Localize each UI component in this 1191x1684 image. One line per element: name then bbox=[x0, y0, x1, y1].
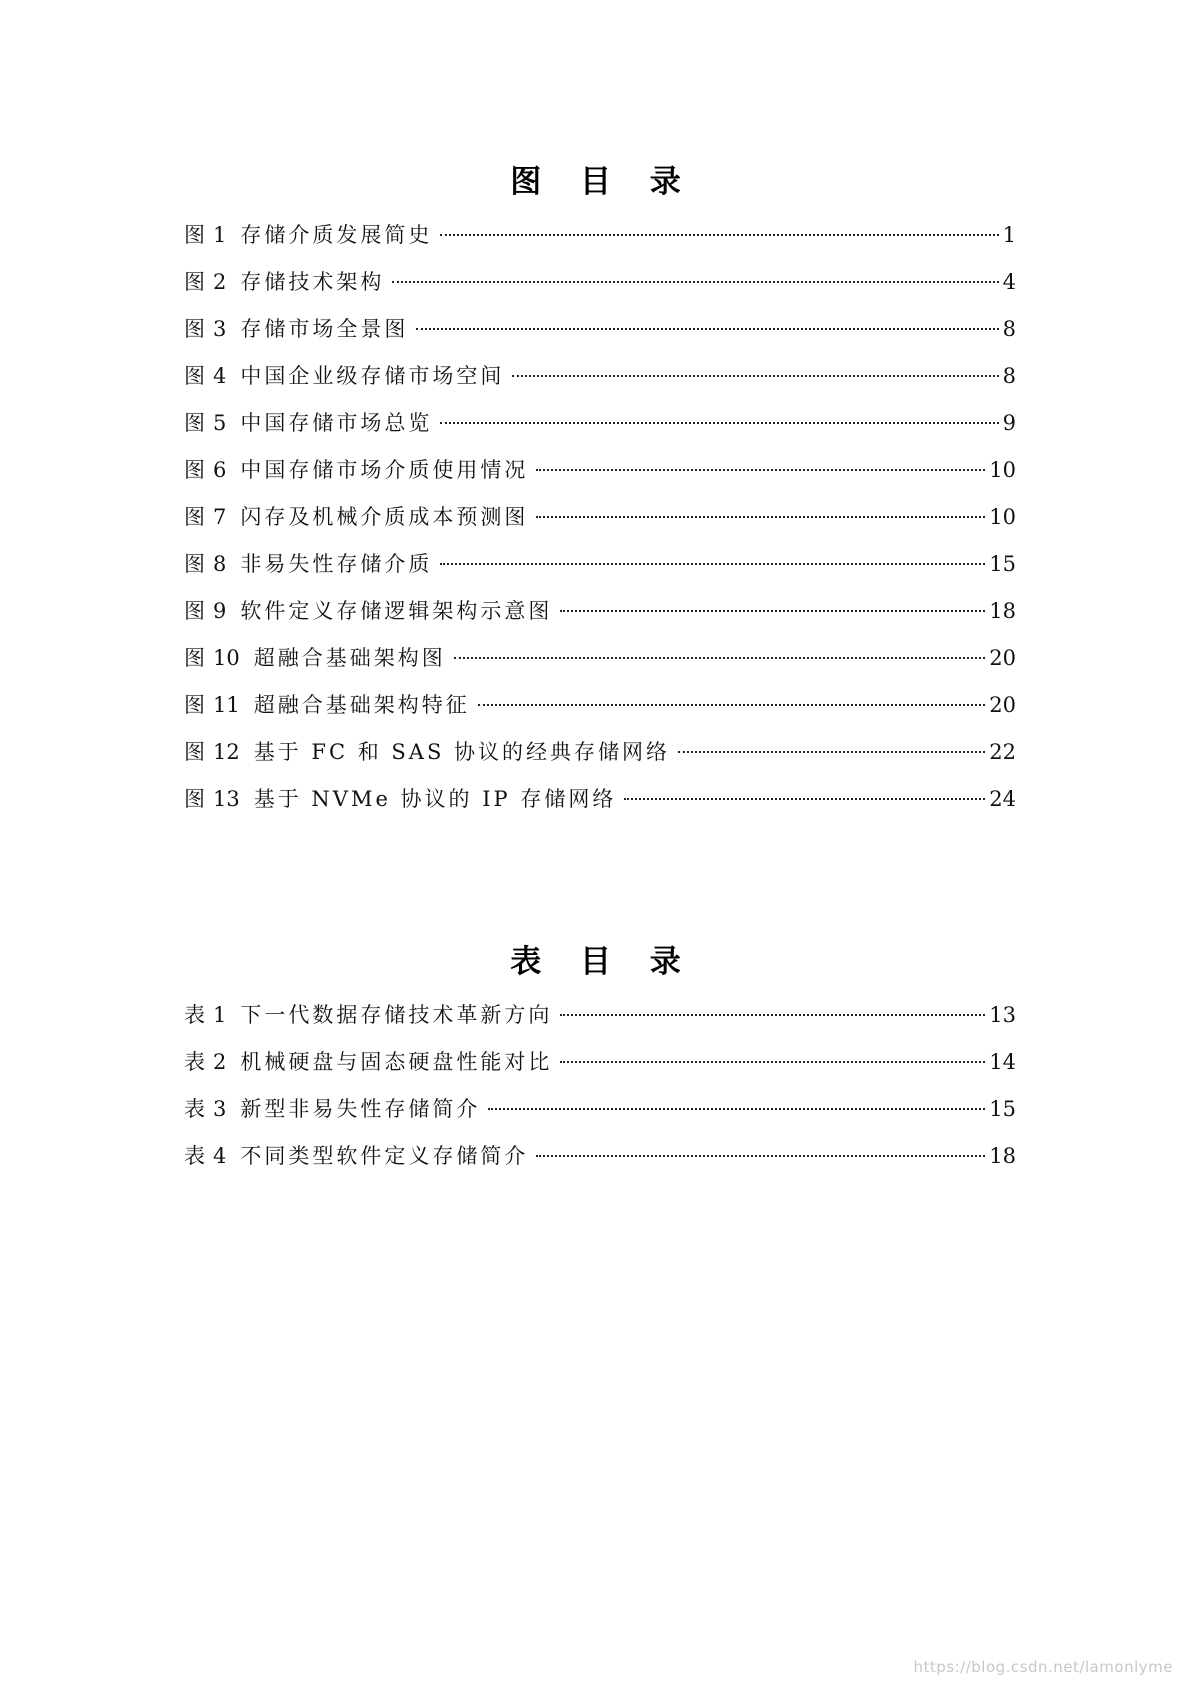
toc-entry-number: 4 bbox=[213, 1144, 227, 1168]
toc-entry-label: 表 bbox=[184, 1050, 207, 1074]
toc-entry-label: 图 bbox=[184, 364, 207, 388]
toc-entry-label: 表 bbox=[184, 1097, 207, 1121]
tables-toc-list bbox=[184, 992, 1016, 1180]
toc-entry-label: 图 bbox=[184, 693, 207, 717]
toc-entry-number: 12 bbox=[213, 740, 240, 764]
toc-entry-label: 表 bbox=[184, 1144, 207, 1168]
dot-leader bbox=[440, 563, 985, 565]
toc-entry-page-number: 24 bbox=[989, 787, 1016, 811]
toc-entry-number: 4 bbox=[213, 364, 227, 388]
dot-leader bbox=[536, 469, 985, 471]
dot-leader bbox=[440, 422, 998, 424]
toc-entry-title: 机械硬盘与固态硬盘性能对比 bbox=[240, 1050, 553, 1074]
toc-entry-title: 超融合基础架构特征 bbox=[253, 693, 470, 717]
toc-entry-title: 存储市场全景图 bbox=[240, 317, 409, 341]
tables-section-title: 表 目 录 bbox=[510, 944, 695, 980]
dot-leader bbox=[478, 704, 986, 706]
table-toc-entry[interactable] bbox=[184, 1086, 1016, 1133]
toc-entry-label: 图 bbox=[184, 411, 207, 435]
figure-toc-entry[interactable] bbox=[184, 447, 1016, 494]
dot-leader bbox=[454, 657, 986, 659]
toc-entry-title: 中国存储市场总览 bbox=[240, 411, 433, 435]
toc-entry-page-number: 15 bbox=[989, 552, 1016, 576]
dot-leader bbox=[512, 375, 998, 377]
toc-entry-label: 表 bbox=[184, 1003, 207, 1027]
toc-entry-title: 基于 FC 和 SAS 协议的经典存储网络 bbox=[253, 740, 671, 764]
figure-toc-entry[interactable] bbox=[184, 353, 1016, 400]
toc-entry-number: 1 bbox=[213, 1003, 227, 1027]
dot-leader bbox=[440, 234, 998, 236]
dot-leader bbox=[536, 1155, 985, 1157]
figure-toc-entry[interactable] bbox=[184, 729, 1016, 776]
dot-leader bbox=[536, 516, 985, 518]
toc-entry-label: 图 bbox=[184, 787, 207, 811]
toc-entry-number: 1 bbox=[213, 223, 227, 247]
dot-leader bbox=[560, 1014, 985, 1016]
dot-leader bbox=[560, 1061, 985, 1063]
toc-entry-title: 超融合基础架构图 bbox=[253, 646, 446, 670]
toc-entry-number: 11 bbox=[213, 693, 240, 717]
toc-entry-title: 下一代数据存储技术革新方向 bbox=[240, 1003, 553, 1027]
toc-entry-number: 7 bbox=[213, 505, 227, 529]
table-toc-entry[interactable] bbox=[184, 1133, 1016, 1180]
toc-entry-page-number: 4 bbox=[1002, 270, 1016, 294]
toc-entry-title: 非易失性存储介质 bbox=[240, 552, 433, 576]
toc-entry-title: 新型非易失性存储简介 bbox=[240, 1097, 481, 1121]
toc-entry-title: 不同类型软件定义存储简介 bbox=[240, 1144, 529, 1168]
toc-entry-page-number: 18 bbox=[989, 1144, 1016, 1168]
toc-entry-page-number: 10 bbox=[989, 505, 1016, 529]
figure-toc-entry[interactable] bbox=[184, 494, 1016, 541]
toc-entry-number: 13 bbox=[213, 787, 240, 811]
toc-entry-label: 图 bbox=[184, 505, 207, 529]
watermark-url: https://blog.csdn.net/lamonlyme bbox=[913, 1658, 1173, 1676]
toc-entry-number: 5 bbox=[213, 411, 227, 435]
toc-entry-title: 闪存及机械介质成本预测图 bbox=[240, 505, 529, 529]
figure-toc-entry[interactable] bbox=[184, 400, 1016, 447]
toc-entry-page-number: 14 bbox=[989, 1050, 1016, 1074]
figure-toc-entry[interactable] bbox=[184, 306, 1016, 353]
toc-entry-page-number: 13 bbox=[989, 1003, 1016, 1027]
toc-entry-page-number: 15 bbox=[989, 1097, 1016, 1121]
toc-entry-page-number: 20 bbox=[989, 646, 1016, 670]
toc-entry-number: 3 bbox=[213, 1097, 227, 1121]
toc-entry-label: 图 bbox=[184, 552, 207, 576]
dot-leader bbox=[678, 751, 985, 753]
toc-entry-title: 存储技术架构 bbox=[240, 270, 385, 294]
toc-entry-page-number: 20 bbox=[989, 693, 1016, 717]
toc-entry-page-number: 1 bbox=[1002, 223, 1016, 247]
toc-entry-number: 8 bbox=[213, 552, 227, 576]
figure-toc-entry[interactable] bbox=[184, 259, 1016, 306]
toc-entry-page-number: 18 bbox=[989, 599, 1016, 623]
toc-entry-page-number: 9 bbox=[1002, 411, 1016, 435]
toc-entry-label: 图 bbox=[184, 599, 207, 623]
toc-entry-number: 3 bbox=[213, 317, 227, 341]
toc-entry-number: 2 bbox=[213, 1050, 227, 1074]
toc-entry-label: 图 bbox=[184, 223, 207, 247]
figure-toc-entry[interactable] bbox=[184, 588, 1016, 635]
toc-entry-number: 9 bbox=[213, 599, 227, 623]
table-toc-entry[interactable] bbox=[184, 1039, 1016, 1086]
toc-entry-title: 中国企业级存储市场空间 bbox=[240, 364, 505, 388]
figures-toc-list bbox=[184, 212, 1016, 823]
toc-entry-page-number: 10 bbox=[989, 458, 1016, 482]
toc-entry-title: 存储介质发展简史 bbox=[240, 223, 433, 247]
dot-leader bbox=[416, 328, 998, 330]
figure-toc-entry[interactable] bbox=[184, 541, 1016, 588]
toc-entry-number: 6 bbox=[213, 458, 227, 482]
figure-toc-entry[interactable] bbox=[184, 212, 1016, 259]
dot-leader bbox=[624, 798, 985, 800]
dot-leader bbox=[392, 281, 998, 283]
toc-entry-label: 图 bbox=[184, 740, 207, 764]
figures-section-title: 图 目 录 bbox=[510, 164, 695, 200]
toc-entry-number: 2 bbox=[213, 270, 227, 294]
figure-toc-entry[interactable] bbox=[184, 682, 1016, 729]
toc-entry-title: 中国存储市场介质使用情况 bbox=[240, 458, 529, 482]
toc-entry-page-number: 8 bbox=[1002, 364, 1016, 388]
toc-entry-page-number: 8 bbox=[1002, 317, 1016, 341]
toc-entry-title: 软件定义存储逻辑架构示意图 bbox=[240, 599, 553, 623]
toc-entry-label: 图 bbox=[184, 458, 207, 482]
dot-leader bbox=[560, 610, 985, 612]
dot-leader bbox=[488, 1108, 985, 1110]
toc-entry-title: 基于 NVMe 协议的 IP 存储网络 bbox=[253, 787, 617, 811]
toc-entry-label: 图 bbox=[184, 270, 207, 294]
toc-entry-label: 图 bbox=[184, 317, 207, 341]
figure-toc-entry[interactable] bbox=[184, 635, 1016, 682]
toc-entry-page-number: 22 bbox=[989, 740, 1016, 764]
toc-entry-label: 图 bbox=[184, 646, 207, 670]
figure-toc-entry[interactable] bbox=[184, 776, 1016, 823]
table-toc-entry[interactable] bbox=[184, 992, 1016, 1039]
toc-entry-number: 10 bbox=[213, 646, 240, 670]
